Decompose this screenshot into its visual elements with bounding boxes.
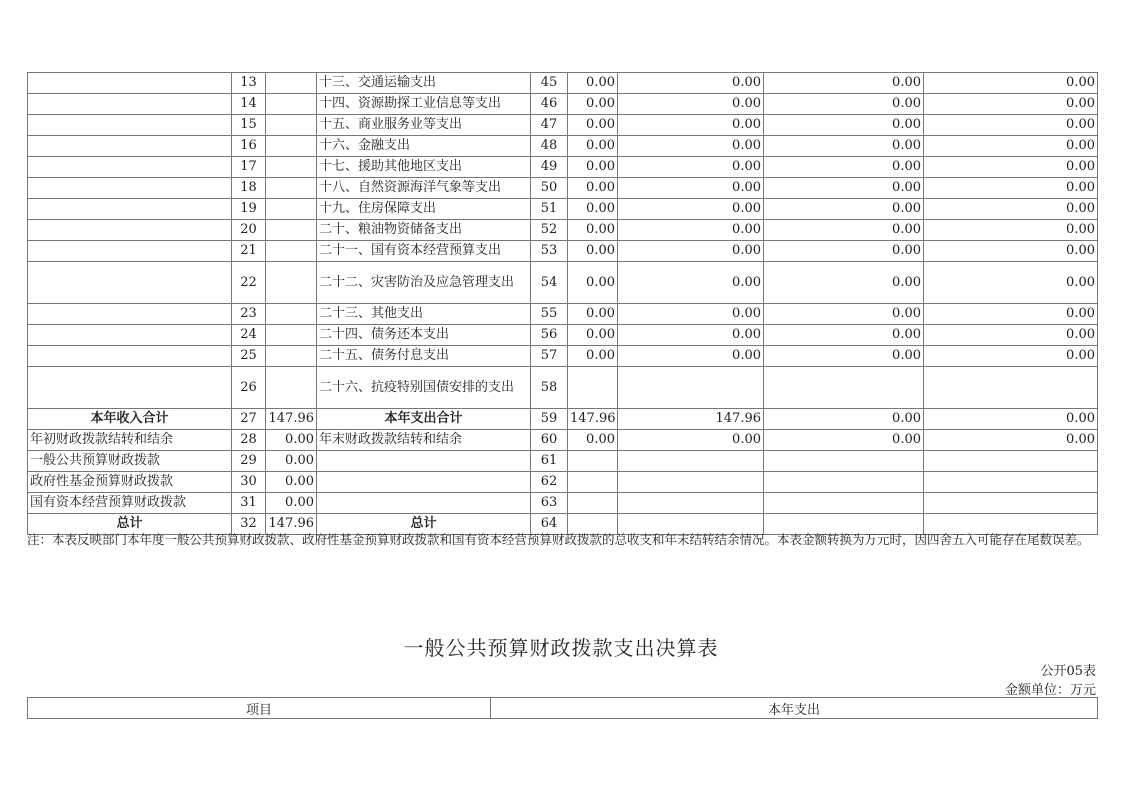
- expense-line-number: 46: [531, 94, 568, 115]
- expense-line-number: 52: [531, 220, 568, 241]
- expense-general-budget: [618, 493, 764, 514]
- expense-line-number: 51: [531, 199, 568, 220]
- expense-item-label: 本年支出合计: [317, 409, 531, 430]
- expense-state-capital: 0.00: [924, 178, 1098, 199]
- expense-state-capital: 0.00: [924, 262, 1098, 304]
- expense-general-budget: 0.00: [618, 157, 764, 178]
- expense-line-number: 53: [531, 241, 568, 262]
- expense-line-number: 49: [531, 157, 568, 178]
- expense-general-budget: 0.00: [618, 241, 764, 262]
- expense-general-budget: 0.00: [618, 346, 764, 367]
- expense-total: 0.00: [568, 199, 618, 220]
- income-amount: [266, 199, 317, 220]
- expense-total: 0.00: [568, 262, 618, 304]
- income-amount: [266, 136, 317, 157]
- expense-government-fund: 0.00: [764, 73, 924, 94]
- expense-total: 0.00: [568, 325, 618, 346]
- income-item-label: [28, 241, 232, 262]
- expense-item-label: [317, 472, 531, 493]
- income-item-label: [28, 157, 232, 178]
- income-amount: [266, 94, 317, 115]
- income-line-number: 13: [232, 73, 266, 94]
- income-item-label: [28, 220, 232, 241]
- income-item-label: [28, 199, 232, 220]
- expense-state-capital: 0.00: [924, 304, 1098, 325]
- table-code: 公开05表: [1040, 664, 1096, 679]
- expense-state-capital: 0.00: [924, 136, 1098, 157]
- expense-total: 0.00: [568, 157, 618, 178]
- expense-government-fund: 0.00: [764, 178, 924, 199]
- expense-general-budget: 0.00: [618, 115, 764, 136]
- expense-general-budget: 0.00: [618, 199, 764, 220]
- expense-general-budget: 0.00: [618, 94, 764, 115]
- income-line-number: 16: [232, 136, 266, 157]
- expense-general-budget: 147.96: [618, 409, 764, 430]
- expense-table-header: [27, 697, 1098, 719]
- income-item-label: 政府性基金预算财政拨款: [28, 472, 232, 493]
- expense-total: 0.00: [568, 136, 618, 157]
- expense-line-number: 61: [531, 451, 568, 472]
- income-line-number: 17: [232, 157, 266, 178]
- amount-unit: 金额单位：万元: [1004, 683, 1096, 698]
- expense-item-label: 十七、援助其他地区支出: [317, 157, 531, 178]
- column-header-item: 项目: [28, 698, 491, 719]
- table-row: [28, 325, 1098, 346]
- expense-line-number: 62: [531, 472, 568, 493]
- income-amount: [266, 178, 317, 199]
- expense-state-capital: 0.00: [924, 73, 1098, 94]
- income-amount: [266, 367, 317, 409]
- expense-government-fund: [764, 493, 924, 514]
- expense-general-budget: [618, 472, 764, 493]
- expense-total: [568, 493, 618, 514]
- table-row: [28, 304, 1098, 325]
- expense-line-number: 63: [531, 493, 568, 514]
- income-item-label: 年初财政拨款结转和结余: [28, 430, 232, 451]
- income-line-number: 29: [232, 451, 266, 472]
- income-amount: 0.00: [266, 493, 317, 514]
- income-item-label: [28, 73, 232, 94]
- income-item-label: 国有资本经营预算财政拨款: [28, 493, 232, 514]
- expense-line-number: 45: [531, 73, 568, 94]
- income-item-label: [28, 136, 232, 157]
- expense-general-budget: 0.00: [618, 325, 764, 346]
- expense-state-capital: 0.00: [924, 430, 1098, 451]
- table-row: [28, 472, 1098, 493]
- income-line-number: 18: [232, 178, 266, 199]
- income-item-label: 一般公共预算财政拨款: [28, 451, 232, 472]
- expense-line-number: 59: [531, 409, 568, 430]
- expense-item-label: [317, 493, 531, 514]
- income-amount: [266, 325, 317, 346]
- table-row: [28, 262, 1098, 304]
- expense-item-label: 十四、资源勘探工业信息等支出: [317, 94, 531, 115]
- expense-state-capital: 0.00: [924, 115, 1098, 136]
- income-amount: [266, 304, 317, 325]
- table-body: [28, 73, 1098, 535]
- expense-total: [568, 451, 618, 472]
- expense-government-fund: 0.00: [764, 241, 924, 262]
- expense-general-budget: 0.00: [618, 220, 764, 241]
- expense-general-budget: 0.00: [618, 262, 764, 304]
- income-line-number: 26: [232, 367, 266, 409]
- expense-total: [568, 367, 618, 409]
- expense-line-number: 64: [531, 514, 568, 535]
- income-line-number: 19: [232, 199, 266, 220]
- expense-item-label: 十三、交通运输支出: [317, 73, 531, 94]
- income-amount: [266, 220, 317, 241]
- expense-total: 0.00: [568, 73, 618, 94]
- income-amount: 147.96: [266, 409, 317, 430]
- expense-government-fund: 0.00: [764, 94, 924, 115]
- income-item-label: [28, 346, 232, 367]
- income-line-number: 14: [232, 94, 266, 115]
- table-note: 注：本表反映部门本年度一般公共预算财政拨款、政府性基金预算财政拨款和国有资本经营预算财政拨款的总收支和年末结转结余情况。本表金额转换为万元时，因四舍五入可能存在尾数误差。: [27, 532, 1090, 547]
- income-item-label: [28, 325, 232, 346]
- expense-government-fund: 0.00: [764, 304, 924, 325]
- expense-total: 0.00: [568, 178, 618, 199]
- table-row: [28, 430, 1098, 451]
- income-amount: [266, 241, 317, 262]
- expense-line-number: 56: [531, 325, 568, 346]
- expense-total: 0.00: [568, 304, 618, 325]
- expense-state-capital: [924, 367, 1098, 409]
- table-row: [28, 94, 1098, 115]
- expense-state-capital: 0.00: [924, 325, 1098, 346]
- income-item-label: [28, 367, 232, 409]
- expense-government-fund: 0.00: [764, 325, 924, 346]
- table-row: [28, 199, 1098, 220]
- expense-item-label: 二十六、抗疫特别国债安排的支出: [317, 367, 531, 409]
- expense-line-number: 57: [531, 346, 568, 367]
- expense-general-budget: 0.00: [618, 304, 764, 325]
- expense-item-label: 年末财政拨款结转和结余: [317, 430, 531, 451]
- expense-line-number: 47: [531, 115, 568, 136]
- expense-general-budget: 0.00: [618, 430, 764, 451]
- income-item-label: 总计: [28, 514, 232, 535]
- expense-general-budget: 0.00: [618, 73, 764, 94]
- table-row: [28, 178, 1098, 199]
- expense-state-capital: 0.00: [924, 199, 1098, 220]
- expense-government-fund: 0.00: [764, 157, 924, 178]
- expense-line-number: 50: [531, 178, 568, 199]
- section-title: 一般公共预算财政拨款支出决算表: [403, 636, 719, 660]
- income-amount: [266, 346, 317, 367]
- expense-item-label: 二十、粮油物资储备支出: [317, 220, 531, 241]
- income-item-label: [28, 115, 232, 136]
- table-row: [28, 241, 1098, 262]
- expense-item-label: 总计: [317, 514, 531, 535]
- table-row: [28, 157, 1098, 178]
- expense-item-label: 十八、自然资源海洋气象等支出: [317, 178, 531, 199]
- expense-government-fund: 0.00: [764, 199, 924, 220]
- income-amount: [266, 262, 317, 304]
- expense-government-fund: [764, 451, 924, 472]
- expense-total: 0.00: [568, 115, 618, 136]
- expense-state-capital: 0.00: [924, 346, 1098, 367]
- income-amount: 0.00: [266, 430, 317, 451]
- income-line-number: 20: [232, 220, 266, 241]
- expense-line-number: 55: [531, 304, 568, 325]
- income-line-number: 21: [232, 241, 266, 262]
- expense-item-label: 二十四、债务还本支出: [317, 325, 531, 346]
- expense-government-fund: 0.00: [764, 346, 924, 367]
- table-row: [28, 220, 1098, 241]
- income-item-label: [28, 262, 232, 304]
- expense-government-fund: [764, 472, 924, 493]
- income-line-number: 31: [232, 493, 266, 514]
- table-row: [28, 136, 1098, 157]
- expense-general-budget: 0.00: [618, 178, 764, 199]
- income-amount: 0.00: [266, 472, 317, 493]
- expense-item-label: 十九、住房保障支出: [317, 199, 531, 220]
- expense-state-capital: [924, 493, 1098, 514]
- income-amount: [266, 115, 317, 136]
- expense-general-budget: [618, 451, 764, 472]
- income-line-number: 28: [232, 430, 266, 451]
- expense-line-number: 48: [531, 136, 568, 157]
- expense-general-budget: [618, 367, 764, 409]
- expense-total: 0.00: [568, 94, 618, 115]
- income-item-label: [28, 94, 232, 115]
- table-row: [28, 346, 1098, 367]
- table-row: [28, 409, 1098, 430]
- expense-government-fund: 0.00: [764, 262, 924, 304]
- income-line-number: 15: [232, 115, 266, 136]
- income-line-number: 25: [232, 346, 266, 367]
- expense-state-capital: [924, 451, 1098, 472]
- income-amount: 0.00: [266, 451, 317, 472]
- table-row: [28, 115, 1098, 136]
- expense-state-capital: [924, 472, 1098, 493]
- column-header-expense: 本年支出: [491, 698, 1098, 719]
- income-line-number: 30: [232, 472, 266, 493]
- fiscal-summary-table: [27, 72, 1098, 535]
- expense-state-capital: 0.00: [924, 94, 1098, 115]
- expense-state-capital: 0.00: [924, 157, 1098, 178]
- expense-total: 0.00: [568, 241, 618, 262]
- expense-state-capital: 0.00: [924, 220, 1098, 241]
- table-row: [28, 493, 1098, 514]
- expense-government-fund: 0.00: [764, 430, 924, 451]
- income-line-number: 32: [232, 514, 266, 535]
- expense-item-label: 十六、金融支出: [317, 136, 531, 157]
- income-amount: [266, 157, 317, 178]
- expense-item-label: [317, 451, 531, 472]
- income-amount: 147.96: [266, 514, 317, 535]
- table-row: [28, 367, 1098, 409]
- expense-total: 0.00: [568, 430, 618, 451]
- expense-total: 0.00: [568, 346, 618, 367]
- expense-state-capital: 0.00: [924, 241, 1098, 262]
- income-item-label: [28, 178, 232, 199]
- income-amount: [266, 73, 317, 94]
- expense-item-label: 二十一、国有资本经营预算支出: [317, 241, 531, 262]
- expense-government-fund: 0.00: [764, 409, 924, 430]
- expense-item-label: 二十五、债务付息支出: [317, 346, 531, 367]
- expense-line-number: 60: [531, 430, 568, 451]
- income-line-number: 27: [232, 409, 266, 430]
- expense-line-number: 58: [531, 367, 568, 409]
- expense-item-label: 十五、商业服务业等支出: [317, 115, 531, 136]
- expense-general-budget: 0.00: [618, 136, 764, 157]
- expense-total: 0.00: [568, 220, 618, 241]
- expense-state-capital: 0.00: [924, 409, 1098, 430]
- expense-total: 147.96: [568, 409, 618, 430]
- income-line-number: 24: [232, 325, 266, 346]
- expense-government-fund: 0.00: [764, 136, 924, 157]
- income-line-number: 23: [232, 304, 266, 325]
- expense-total: [568, 472, 618, 493]
- income-item-label: [28, 304, 232, 325]
- expense-item-label: 二十三、其他支出: [317, 304, 531, 325]
- expense-government-fund: 0.00: [764, 220, 924, 241]
- expense-line-number: 54: [531, 262, 568, 304]
- table-row: [28, 451, 1098, 472]
- expense-government-fund: [764, 367, 924, 409]
- expense-government-fund: 0.00: [764, 115, 924, 136]
- income-item-label: 本年收入合计: [28, 409, 232, 430]
- income-line-number: 22: [232, 262, 266, 304]
- table-row: [28, 73, 1098, 94]
- expense-item-label: 二十二、灾害防治及应急管理支出: [317, 262, 531, 304]
